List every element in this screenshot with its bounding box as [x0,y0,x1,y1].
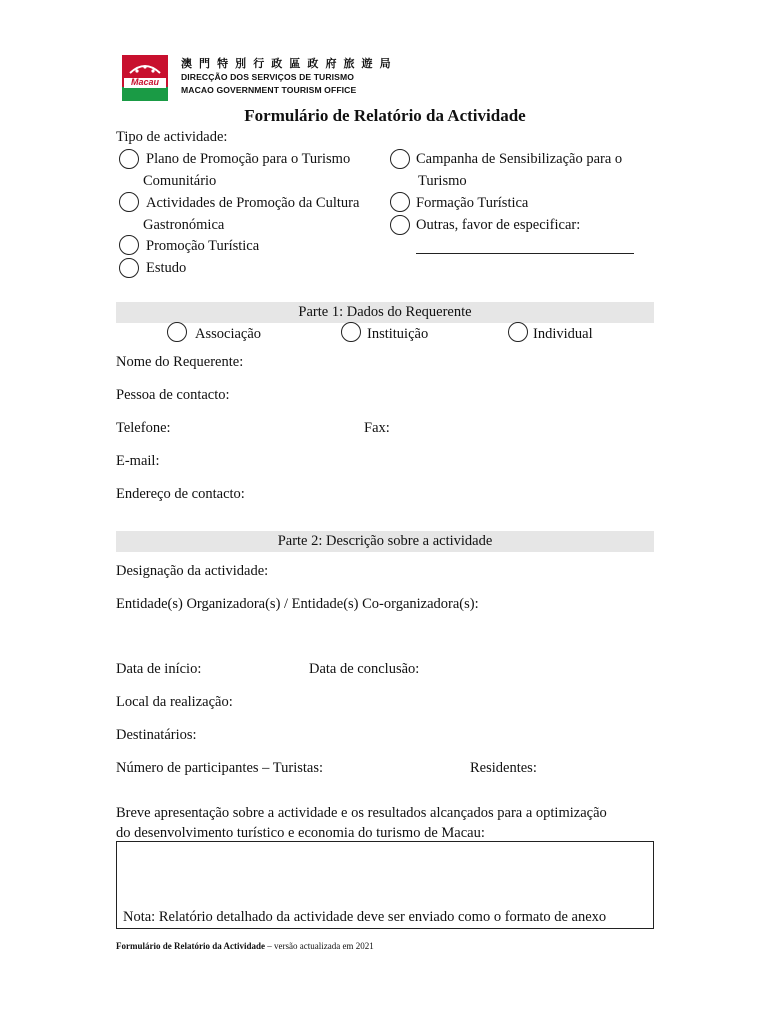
footer-form-name: Formulário de Relatório da Actividade [116,941,265,951]
option-label: Estudo [146,260,187,276]
option-label: Outras, favor de especificar: [416,217,581,233]
radio-instituicao[interactable] [341,322,361,342]
entity-type-label: Associação [195,326,262,342]
field-data-conclusao: Data de conclusão: [309,661,420,677]
field-local: Local da realização: [116,694,233,710]
field-nome-requerente: Nome do Requerente: [116,354,244,370]
radio-campanha-sensibilizacao[interactable] [390,149,410,169]
org-name-english: MACAO GOVERNMENT TOURISM OFFICE [181,85,357,95]
summary-prompt-line2: do desenvolvimento turístico e economia do turismo de Macau: [116,825,485,841]
option-label: Actividades de Promoção da Cultura [146,195,360,211]
option-label: Campanha de Sensibilização para o [416,151,623,167]
field-fax: Fax: [364,420,390,436]
radio-individual[interactable] [508,322,528,342]
mgto-logo [122,55,168,101]
activity-type-label: Tipo de actividade: [116,129,228,145]
field-email: E-mail: [116,453,160,469]
option-label: Plano de Promoção para o Turismo [146,151,351,167]
field-data-inicio: Data de início: [116,661,202,677]
option-label-cont: Gastronómica [143,217,225,233]
summary-textbox[interactable] [116,841,654,929]
org-name-portuguese: DIRECÇÃO DOS SERVIÇOS DE TURISMO [181,72,355,82]
radio-formacao-turistica[interactable] [390,192,410,212]
note-text: Nota: Relatório detalhado da actividade deve ser enviado como o formato de anexo [123,909,607,925]
entity-type-label: Instituição [367,326,429,342]
option-label-cont: Comunitário [143,173,217,189]
radio-associacao[interactable] [167,322,187,342]
footer [116,941,374,951]
field-pessoa-contacto: Pessoa de contacto: [116,387,230,403]
form-title: Formulário de Relatório da Actividade [244,106,526,125]
org-name-chinese: 澳 門 特 別 行 政 區 政 府 旅 遊 局 [181,58,393,70]
entity-type-label: Individual [533,326,593,342]
part1-header: Parte 1: Dados do Requerente [116,302,654,323]
field-turistas: Número de participantes – Turistas: [116,760,324,776]
summary-prompt-line1: Breve apresentação sobre a actividade e os resultados alcançados para a optimização [116,805,607,821]
field-endereco: Endereço de contacto: [116,486,245,502]
specify-other-line[interactable] [416,253,634,254]
option-label: Formação Turística [416,195,529,211]
field-designacao: Designação da actividade: [116,563,269,579]
radio-estudo[interactable] [119,258,139,278]
radio-cultura-gastronomica[interactable] [119,192,139,212]
footer-version: – versão actualizada em 2021 [264,941,374,951]
radio-promocao-turistica[interactable] [119,235,139,255]
option-label: Promoção Turística [146,238,260,254]
radio-plano-promocao[interactable] [119,149,139,169]
field-destinatarios: Destinatários: [116,727,197,743]
logo-text: Macau [130,77,159,87]
part2-header: Parte 2: Descrição sobre a actividade [116,531,654,552]
option-label-cont: Turismo [418,173,467,189]
field-telefone: Telefone: [116,420,171,436]
radio-outras[interactable] [390,215,410,235]
field-residentes: Residentes: [470,760,537,776]
field-entidades: Entidade(s) Organizadora(s) / Entidade(s) Co-organizadora(s): [116,596,479,612]
